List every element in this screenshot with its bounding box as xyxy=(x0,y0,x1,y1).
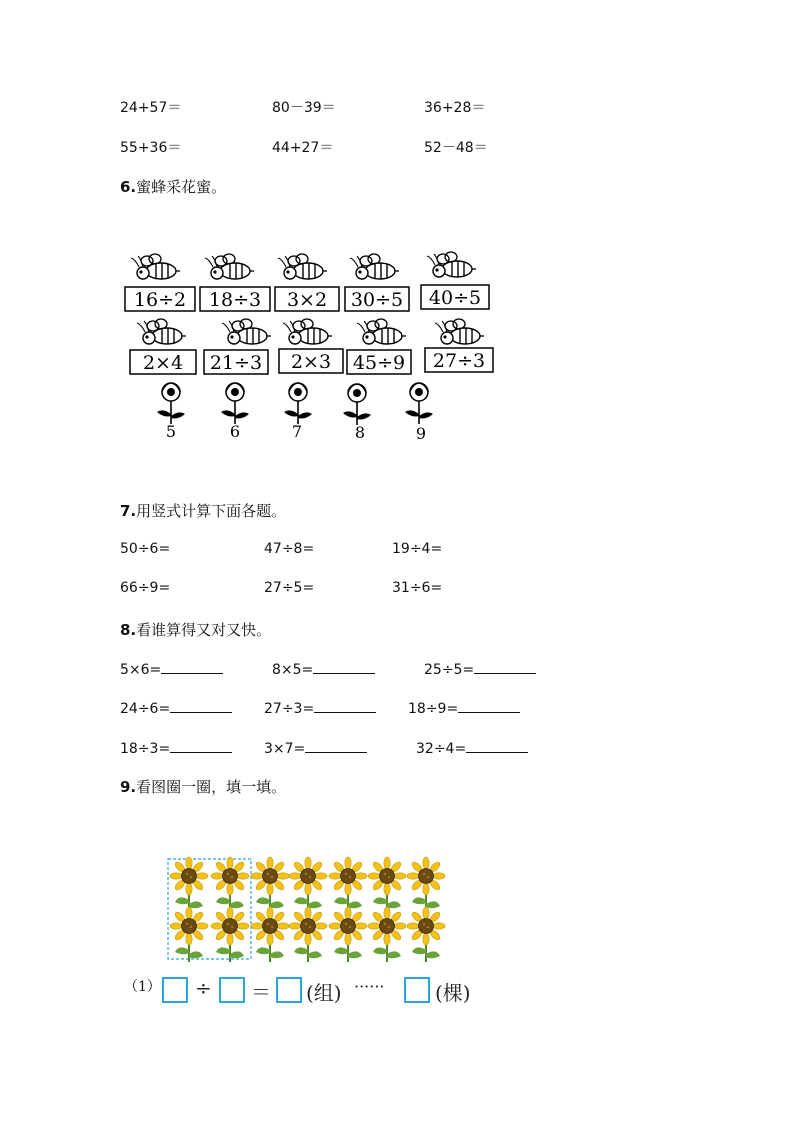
q8-expression: 24÷6= xyxy=(120,701,171,717)
flower-icon xyxy=(157,383,185,424)
q8-item xyxy=(120,659,223,678)
q8-item xyxy=(408,698,520,717)
flower-icon xyxy=(221,383,249,424)
unit-trees: (棵) xyxy=(435,981,471,1005)
eq-r2-c3: 52－48＝ xyxy=(424,140,488,156)
sunflower-icon xyxy=(329,857,367,912)
answer-blank[interactable] xyxy=(458,698,520,713)
sunflower-icon xyxy=(368,907,406,962)
sunflower-icon xyxy=(368,857,406,912)
card-text: 40÷5 xyxy=(428,287,482,309)
sunflower-figure xyxy=(160,852,460,964)
card-text: 30÷5 xyxy=(350,289,404,311)
q7-number: 7. xyxy=(120,502,137,520)
flower-icon xyxy=(343,384,371,425)
q8-item xyxy=(416,738,528,757)
bee-icon xyxy=(205,254,254,279)
answer-blank[interactable] xyxy=(170,698,232,713)
sunflower-icon xyxy=(251,857,289,912)
q8-title: 看谁算得又对又快。 xyxy=(136,621,272,639)
card-text: 18÷3 xyxy=(208,289,262,311)
sunflower-icon xyxy=(170,907,208,962)
q7-r2-c3: 31÷6= xyxy=(392,580,443,596)
q7-r2-c2: 27÷5= xyxy=(264,580,315,596)
q6-title: 蜜蜂采花蜜。 xyxy=(136,178,227,196)
answer-blank[interactable] xyxy=(314,698,376,713)
card-text: 21÷3 xyxy=(209,352,263,374)
q7-r1-c1: 50÷6= xyxy=(120,541,171,557)
flower-number: 8 xyxy=(354,423,366,442)
bee-matching-figure xyxy=(115,245,505,450)
flower-icon xyxy=(284,383,312,424)
q8-number: 8. xyxy=(120,621,137,639)
division-sign: ÷ xyxy=(195,976,212,1000)
q7-heading xyxy=(120,500,286,521)
answer-blank[interactable] xyxy=(170,738,232,753)
unit-groups: (组) xyxy=(306,981,342,1005)
q8-expression: 32÷4= xyxy=(416,741,467,757)
part-label: （1） xyxy=(124,979,161,995)
remainder-dots: ······ xyxy=(354,977,385,996)
bee-icon xyxy=(350,254,399,279)
dividend-box[interactable] xyxy=(162,977,188,1003)
card-text: 45÷9 xyxy=(352,352,406,374)
divisor-box[interactable] xyxy=(219,977,245,1003)
answer-blank[interactable] xyxy=(313,659,375,674)
card-text: 16÷2 xyxy=(133,289,187,311)
sunflower-icon xyxy=(289,907,327,962)
answer-blank[interactable] xyxy=(474,659,536,674)
bee-icon xyxy=(435,319,484,344)
q8-item xyxy=(120,738,232,757)
q8-heading xyxy=(120,619,271,640)
bee-icon xyxy=(357,319,406,344)
bee-icon xyxy=(137,319,186,344)
sunflower-icon xyxy=(251,907,289,962)
eq-r1-c1: 24+57＝ xyxy=(120,100,182,116)
sunflower-icon xyxy=(407,907,445,962)
flowers-row xyxy=(157,383,433,443)
bee-icon xyxy=(131,254,180,279)
flower-number: 9 xyxy=(415,424,427,443)
quotient-box[interactable] xyxy=(276,977,302,1003)
sunflower-icon xyxy=(170,857,208,912)
sunflower-row-1 xyxy=(170,857,445,912)
sunflower-icon xyxy=(407,857,445,912)
q9-number: 9. xyxy=(120,778,137,796)
q7-title: 用竖式计算下面各题。 xyxy=(136,502,287,520)
q7-r1-c3: 19÷4= xyxy=(392,541,443,557)
q8-expression: 8×5= xyxy=(272,662,314,678)
cards-row-1 xyxy=(125,285,489,311)
eq-r1-c2: 80－39＝ xyxy=(272,100,336,116)
answer-blank[interactable] xyxy=(305,738,367,753)
card-text: 27÷3 xyxy=(432,350,486,372)
bee-icon xyxy=(283,319,332,344)
flower-icon xyxy=(405,383,433,424)
q8-item xyxy=(264,738,367,757)
eq-r2-c1: 55+36＝ xyxy=(120,140,182,156)
sunflower-icon xyxy=(289,857,327,912)
flower-number: 5 xyxy=(165,422,177,441)
bee-icon xyxy=(222,319,271,344)
q8-expression: 18÷3= xyxy=(120,741,171,757)
q8-item xyxy=(272,659,375,678)
card-text: 2×3 xyxy=(290,351,332,373)
q9-heading xyxy=(120,776,286,797)
bee-row-2 xyxy=(137,319,484,344)
q6-heading xyxy=(120,176,226,197)
q8-expression: 3×7= xyxy=(264,741,306,757)
q7-r1-c2: 47÷8= xyxy=(264,541,315,557)
card-text: 3×2 xyxy=(286,289,328,311)
remainder-box[interactable] xyxy=(404,977,430,1003)
flower-number: 6 xyxy=(229,422,241,441)
bee-icon xyxy=(427,252,476,277)
q6-number: 6. xyxy=(120,178,137,196)
cards-row-2 xyxy=(130,348,493,374)
flower-number: 7 xyxy=(291,422,303,441)
equals-sign: ＝ xyxy=(251,980,271,1004)
q8-expression: 27÷3= xyxy=(264,701,315,717)
q7-r2-c1: 66÷9= xyxy=(120,580,171,596)
sunflower-icon xyxy=(211,857,249,912)
sunflower-icon xyxy=(211,907,249,962)
q8-item xyxy=(264,698,376,717)
answer-blank[interactable] xyxy=(161,659,223,674)
sunflower-row-2 xyxy=(170,907,445,962)
bee-icon xyxy=(278,254,327,279)
q8-item xyxy=(120,698,232,717)
answer-blank[interactable] xyxy=(466,738,528,753)
q8-expression: 5×6= xyxy=(120,662,162,678)
q8-expression: 25÷5= xyxy=(424,662,475,678)
sunflower-icon xyxy=(329,907,367,962)
q8-expression: 18÷9= xyxy=(408,701,459,717)
eq-r1-c3: 36+28＝ xyxy=(424,100,486,116)
q8-item xyxy=(424,659,536,678)
q9-title: 看图圈一圈，填一填。 xyxy=(136,778,287,796)
card-text: 2×4 xyxy=(142,352,184,374)
eq-r2-c2: 44+27＝ xyxy=(272,140,334,156)
bee-row-1 xyxy=(131,252,476,279)
